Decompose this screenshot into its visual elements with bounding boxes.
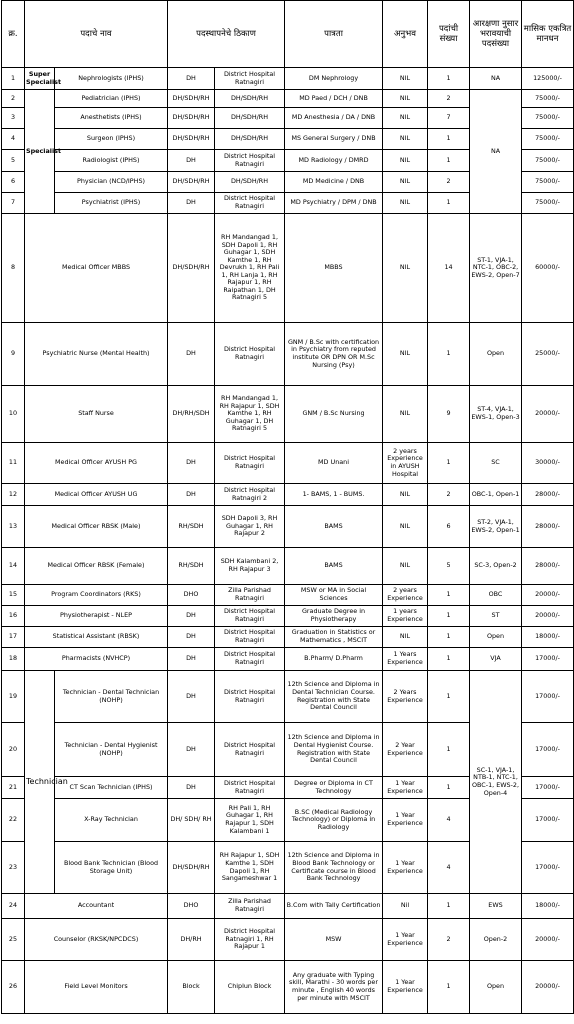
cell-qualification: MD Psychiatry / DPM / DNB — [285, 193, 383, 214]
cell-location: RH Pali 1, RH Guhagar 1, RH Rajapur 1, SDH Kalambani 1 — [215, 799, 285, 842]
cell-post: Physiotherapist - NLEP — [25, 606, 168, 627]
cell-location: Zilla Parishad Ratnagiri — [215, 585, 285, 606]
cell-location: SDH Dapoli 3, RH Guhagar 1, RH Rajapur 2 — [215, 506, 285, 548]
cell-location: RH Rajapur 1, SDH Kamthe 1, SDH Dapoli 1, RH Sangameshwar 1 — [215, 842, 285, 894]
cell-reservation: Open — [470, 627, 522, 648]
table-row — [2, 90, 574, 108]
cell-experience: NIL — [383, 172, 428, 193]
table-row — [2, 484, 574, 506]
cell-post: Physician (NCD/IPHS) — [55, 172, 168, 193]
cell-count: 1 — [428, 723, 470, 777]
cell-experience: NIL — [383, 68, 428, 90]
cell-post: Medical Officer RBSK (Male) — [25, 506, 168, 548]
cell-location: District Hospital Ratnagiri — [215, 723, 285, 777]
header-no: क्र. — [2, 1, 25, 68]
cell-experience: NIL — [383, 548, 428, 585]
cell-location: RH Mandangad 1, RH Rajapur 1, SDH Kamthe 1, RH Guhagar 1, DH Ratnagiri 5 — [215, 386, 285, 443]
cell-count: 2 — [428, 919, 470, 961]
cell-reservation: Open — [470, 323, 522, 386]
cell-no: 19 — [2, 671, 25, 723]
cell-no: 14 — [2, 548, 25, 585]
cell-location: District Hospital Ratnagiri 1, RH Rajapur 1 — [215, 919, 285, 961]
table-row — [2, 961, 574, 1014]
cell-type: DH/ SDH/ RH — [168, 799, 215, 842]
cell-count: 1 — [428, 777, 470, 799]
cell-qualification: MS General Surgery / DNB — [285, 129, 383, 150]
group-label-technician: Technician — [25, 671, 55, 894]
cell-experience: NIL — [383, 484, 428, 506]
cell-experience: NIL — [383, 386, 428, 443]
cell-qualification: MD Paed / DCH / DNB — [285, 90, 383, 108]
cell-type: DH/SDH/RH — [168, 172, 215, 193]
cell-no: 7 — [2, 193, 25, 214]
cell-post: Statistical Assistant (RBSK) — [25, 627, 168, 648]
cell-qualification: GNM / B.Sc Nursing — [285, 386, 383, 443]
cell-post: Surgeon (IPHS) — [55, 129, 168, 150]
group-label-specialist: Specialist — [25, 90, 55, 214]
cell-type: DH — [168, 648, 215, 671]
cell-qualification: Graduate Degree in Physiotherapy — [285, 606, 383, 627]
cell-count: 2 — [428, 172, 470, 193]
cell-salary: 75000/- — [522, 150, 574, 172]
header-qualification: पात्रता — [285, 1, 383, 68]
cell-salary: 20000/- — [522, 585, 574, 606]
cell-experience: NIL — [383, 90, 428, 108]
cell-count: 14 — [428, 214, 470, 323]
table-row — [2, 323, 574, 386]
cell-salary: 75000/- — [522, 129, 574, 150]
header-reservation: आरक्षणा नुसार भरावयाची पदसंख्या — [470, 1, 522, 68]
cell-salary: 20000/- — [522, 919, 574, 961]
cell-type: DH — [168, 150, 215, 172]
cell-post: Field Level Monitors — [25, 961, 168, 1014]
cell-experience: NIL — [383, 193, 428, 214]
cell-reservation: SC-3, Open-2 — [470, 548, 522, 585]
cell-type: DHO — [168, 585, 215, 606]
cell-reservation: NA — [470, 68, 522, 90]
table-row — [2, 585, 574, 606]
table-row — [2, 894, 574, 919]
cell-no: 1 — [2, 68, 25, 90]
cell-no: 12 — [2, 484, 25, 506]
cell-salary: 17000/- — [522, 723, 574, 777]
cell-salary: 25000/- — [522, 323, 574, 386]
cell-count: 5 — [428, 548, 470, 585]
cell-location: District Hospital Ratnagiri 2 — [215, 484, 285, 506]
cell-location: District Hospital Ratnagiri — [215, 443, 285, 484]
cell-reservation: OBC — [470, 585, 522, 606]
table-row — [2, 627, 574, 648]
cell-type: DH/SDH/RH — [168, 214, 215, 323]
cell-type: DH — [168, 777, 215, 799]
table-row — [2, 648, 574, 671]
cell-salary: 17000/- — [522, 777, 574, 799]
cell-type: DH — [168, 723, 215, 777]
cell-qualification: 1- BAMS, 1 - BUMS. — [285, 484, 383, 506]
cell-post: Medical Officer AYUSH PG — [25, 443, 168, 484]
cell-type: DH/SDH/RH — [168, 108, 215, 129]
cell-no: 5 — [2, 150, 25, 172]
cell-post: Accountant — [25, 894, 168, 919]
cell-location: District Hospital Ratnagiri — [215, 323, 285, 386]
header-experience: अनुभव — [383, 1, 428, 68]
cell-qualification: Degree or Diploma in CT Technology — [285, 777, 383, 799]
cell-post: Radiologist (IPHS) — [55, 150, 168, 172]
cell-experience: NIL — [383, 129, 428, 150]
table-row — [2, 68, 574, 90]
cell-salary: 20000/- — [522, 961, 574, 1014]
cell-type: RH/SDH — [168, 548, 215, 585]
cell-qualification: B.Com with Tally Certification — [285, 894, 383, 919]
cell-experience: 2 Years Experience — [383, 671, 428, 723]
cell-reservation: ST-4, VJA-1, EWS-1, Open-3 — [470, 386, 522, 443]
cell-location: DH/SDH/RH — [215, 172, 285, 193]
cell-qualification: 12th Science and Diploma in Dental Technician Course. Registration with State Dental Council — [285, 671, 383, 723]
cell-experience: 1 Year Experience — [383, 799, 428, 842]
cell-count: 1 — [428, 193, 470, 214]
cell-experience: Nil — [383, 894, 428, 919]
cell-count: 1 — [428, 129, 470, 150]
cell-type: DH/SDH/RH — [168, 842, 215, 894]
cell-no: 3 — [2, 108, 25, 129]
cell-reservation: OBC-1, Open-1 — [470, 484, 522, 506]
cell-type: DH — [168, 484, 215, 506]
cell-reservation: ST-2, VJA-1, EWS-2, Open-1 — [470, 506, 522, 548]
cell-qualification: BAMS — [285, 506, 383, 548]
cell-no: 4 — [2, 129, 25, 150]
table-row — [2, 548, 574, 585]
cell-salary: 30000/- — [522, 443, 574, 484]
cell-experience: 1 Year Experience — [383, 777, 428, 799]
cell-experience: 2 years Experience in AYUSH Hospital — [383, 443, 428, 484]
cell-salary: 28000/- — [522, 548, 574, 585]
cell-qualification: GNM / B.Sc with certification in Psychiatry from reputed institute OR DPN OR M.Sc Nursing (Psy) — [285, 323, 383, 386]
cell-no: 6 — [2, 172, 25, 193]
cell-qualification: Any graduate with Typing skill, Marathi - 30 words per minute , English 40 words per minute with MSCIT — [285, 961, 383, 1014]
cell-location: District Hospital Ratnagiri — [215, 193, 285, 214]
cell-type: DH — [168, 606, 215, 627]
cell-salary: 75000/- — [522, 108, 574, 129]
cell-count: 1 — [428, 648, 470, 671]
cell-post: Psychiatric Nurse (Mental Health) — [25, 323, 168, 386]
cell-type: DH/RH/SDH — [168, 386, 215, 443]
cell-post: Nephrologists (IPHS) — [55, 68, 168, 90]
cell-no: 9 — [2, 323, 25, 386]
table-row — [2, 606, 574, 627]
cell-salary: 28000/- — [522, 484, 574, 506]
cell-no: 17 — [2, 627, 25, 648]
cell-experience: 2 Year Experience — [383, 723, 428, 777]
cell-salary: 18000/- — [522, 627, 574, 648]
cell-salary: 20000/- — [522, 606, 574, 627]
cell-type: DH — [168, 323, 215, 386]
cell-count: 1 — [428, 150, 470, 172]
cell-post: Medical Officer MBBS — [25, 214, 168, 323]
table-header-row — [2, 1, 574, 68]
cell-post: Technician - Dental Technician (NOHP) — [55, 671, 168, 723]
table-row — [2, 506, 574, 548]
cell-no: 23 — [2, 842, 25, 894]
cell-reservation: Open-2 — [470, 919, 522, 961]
table-row — [2, 671, 574, 723]
cell-post: Pharmacists (NVHCP) — [25, 648, 168, 671]
cell-count: 4 — [428, 842, 470, 894]
group-reservation-technician: SC-1, VJA-1, NTB-1, NTC-1, OBC-1, EWS-2, Open-4 — [470, 671, 522, 894]
cell-type: RH/SDH — [168, 506, 215, 548]
cell-salary: 20000/- — [522, 386, 574, 443]
cell-type: DH — [168, 627, 215, 648]
group-reservation-specialist: NA — [470, 90, 522, 214]
cell-no: 16 — [2, 606, 25, 627]
cell-experience: 1 years Experience — [383, 606, 428, 627]
cell-post: Program Coordinators (RKS) — [25, 585, 168, 606]
cell-no: 18 — [2, 648, 25, 671]
cell-salary: 28000/- — [522, 506, 574, 548]
cell-post: Staff Nurse — [25, 386, 168, 443]
cell-post: Medical Officer RBSK (Female) — [25, 548, 168, 585]
cell-type: DH — [168, 671, 215, 723]
cell-type: DH — [168, 68, 215, 90]
cell-type: DH/SDH/RH — [168, 90, 215, 108]
cell-location: District Hospital Ratnagiri — [215, 671, 285, 723]
cell-no: 20 — [2, 723, 25, 777]
table-row — [2, 386, 574, 443]
cell-count: 1 — [428, 585, 470, 606]
cell-type: DHO — [168, 894, 215, 919]
cell-count: 1 — [428, 627, 470, 648]
header-salary: मासिक एकत्रित मानधन — [522, 1, 574, 68]
cell-count: 1 — [428, 606, 470, 627]
cell-type: DH/RH — [168, 919, 215, 961]
cell-type: DH/SDH/RH — [168, 129, 215, 150]
cell-count: 1 — [428, 323, 470, 386]
cell-salary: 17000/- — [522, 842, 574, 894]
cell-post: Anesthetists (IPHS) — [55, 108, 168, 129]
cell-count: 2 — [428, 90, 470, 108]
cell-salary: 125000/- — [522, 68, 574, 90]
cell-no: 8 — [2, 214, 25, 323]
cell-location: District Hospital Ratnagiri — [215, 150, 285, 172]
cell-salary: 17000/- — [522, 799, 574, 842]
cell-qualification: MD Unani — [285, 443, 383, 484]
cell-location: DH/SDH/RH — [215, 108, 285, 129]
cell-type: Block — [168, 961, 215, 1014]
cell-location: District Hospital Ratnagiri — [215, 627, 285, 648]
cell-count: 4 — [428, 799, 470, 842]
cell-post: Technician - Dental Hygienist (NOHP) — [55, 723, 168, 777]
cell-qualification: Graduation in Statistics or Mathematics , MSCIT — [285, 627, 383, 648]
cell-type: DH — [168, 193, 215, 214]
cell-type: DH — [168, 443, 215, 484]
header-post: पदाचे नाव — [25, 1, 168, 68]
cell-post: Blood Bank Technician (Blood Storage Unit) — [55, 842, 168, 894]
cell-no: 22 — [2, 799, 25, 842]
cell-no: 25 — [2, 919, 25, 961]
cell-reservation: EWS — [470, 894, 522, 919]
cell-post: Pediatrician (IPHS) — [55, 90, 168, 108]
cell-salary: 17000/- — [522, 671, 574, 723]
cell-qualification: MSW — [285, 919, 383, 961]
cell-salary: 18000/- — [522, 894, 574, 919]
cell-experience: 1 Year Experience — [383, 842, 428, 894]
cell-qualification: MD Medicine / DNB — [285, 172, 383, 193]
cell-experience: NIL — [383, 506, 428, 548]
cell-location: DH/SDH/RH — [215, 129, 285, 150]
cell-reservation: VJA — [470, 648, 522, 671]
cell-location: DH/SDH/RH — [215, 90, 285, 108]
cell-qualification: 12th Science and Diploma in Blood Bank Technology or Certificate course in Blood Bank Technology — [285, 842, 383, 894]
cell-no: 11 — [2, 443, 25, 484]
cell-no: 21 — [2, 777, 25, 799]
cell-qualification: BAMS — [285, 548, 383, 585]
header-count: पदांची संख्या — [428, 1, 470, 68]
cell-post: Medical Officer AYUSH UG — [25, 484, 168, 506]
cell-location: District Hospital Ratnagiri — [215, 777, 285, 799]
cell-experience: NIL — [383, 214, 428, 323]
cell-qualification: MD Radiology / DMRD — [285, 150, 383, 172]
cell-post: Psychiatrist (IPHS) — [55, 193, 168, 214]
header-location: पदस्थापनेचे ठिकाण — [168, 1, 285, 68]
cell-experience: 1 Year Experience — [383, 919, 428, 961]
cell-no: 13 — [2, 506, 25, 548]
cell-salary: 17000/- — [522, 648, 574, 671]
cell-salary: 75000/- — [522, 172, 574, 193]
cell-qualification: B.Pharm/ D.Pharm — [285, 648, 383, 671]
cell-post: CT Scan Technician (IPHS) — [55, 777, 168, 799]
cell-experience: 2 years Experience — [383, 585, 428, 606]
cell-experience: 1 Year Experience — [383, 961, 428, 1014]
cell-post: X-Ray Technician — [55, 799, 168, 842]
cell-count: 6 — [428, 506, 470, 548]
cell-reservation: Open — [470, 961, 522, 1014]
cell-post: Counselor (RKSK/NPCDCS) — [25, 919, 168, 961]
cell-count: 1 — [428, 671, 470, 723]
cell-location: SDH Kalambani 2, RH Rajapur 3 — [215, 548, 285, 585]
cell-qualification: MD Anesthesia / DA / DNB — [285, 108, 383, 129]
cell-reservation: ST — [470, 606, 522, 627]
cell-experience: NIL — [383, 108, 428, 129]
cell-salary: 60000/- — [522, 214, 574, 323]
cell-count: 9 — [428, 386, 470, 443]
cell-qualification: B.SC (Medical Radiology Technology) or Diploma in Radiology — [285, 799, 383, 842]
cell-no: 15 — [2, 585, 25, 606]
cell-count: 2 — [428, 484, 470, 506]
table-row — [2, 919, 574, 961]
cell-location: District Hospital Ratnagiri — [215, 68, 285, 90]
cell-count: 1 — [428, 68, 470, 90]
cell-no: 24 — [2, 894, 25, 919]
cell-salary: 75000/- — [522, 90, 574, 108]
cell-qualification: DM Nephrology — [285, 68, 383, 90]
cell-qualification: MBBS — [285, 214, 383, 323]
cell-location: RH Mandangad 1, SDH Dapoli 1, RH Guhagar 1, SDH Kamthe 1, RH Devrukh 1, RH Pali 1, RH Lanja 1, RH Rajapur 1, RH Raipathan 1, DH Ratnagiri 5 — [215, 214, 285, 323]
cell-reservation: ST-1, VJA-1, NTC-1, OBC-2, EWS-2, Open-7 — [470, 214, 522, 323]
cell-reservation: SC — [470, 443, 522, 484]
cell-count: 7 — [428, 108, 470, 129]
cell-count: 1 — [428, 961, 470, 1014]
group-label-super-specialist: Super Specialist — [25, 68, 55, 90]
cell-location: Chiplun Block — [215, 961, 285, 1014]
cell-qualification: MSW or MA in Social Sciences — [285, 585, 383, 606]
cell-salary: 75000/- — [522, 193, 574, 214]
cell-count: 1 — [428, 443, 470, 484]
cell-location: District Hospital Ratnagiri — [215, 606, 285, 627]
cell-count: 1 — [428, 894, 470, 919]
table-row — [2, 214, 574, 323]
cell-experience: NIL — [383, 627, 428, 648]
cell-qualification: 12th Science and Diploma in Dental Hygienist Course. Registration with State Dental Council — [285, 723, 383, 777]
cell-location: District Hospital Ratnagiri — [215, 648, 285, 671]
recruitment-table — [1, 0, 574, 1014]
cell-no: 2 — [2, 90, 25, 108]
cell-no: 10 — [2, 386, 25, 443]
cell-experience: NIL — [383, 150, 428, 172]
cell-location: Zilla Parishad Ratnagiri — [215, 894, 285, 919]
table-row — [2, 443, 574, 484]
cell-experience: NIL — [383, 323, 428, 386]
cell-no: 26 — [2, 961, 25, 1014]
cell-experience: 1 Years Experience — [383, 648, 428, 671]
